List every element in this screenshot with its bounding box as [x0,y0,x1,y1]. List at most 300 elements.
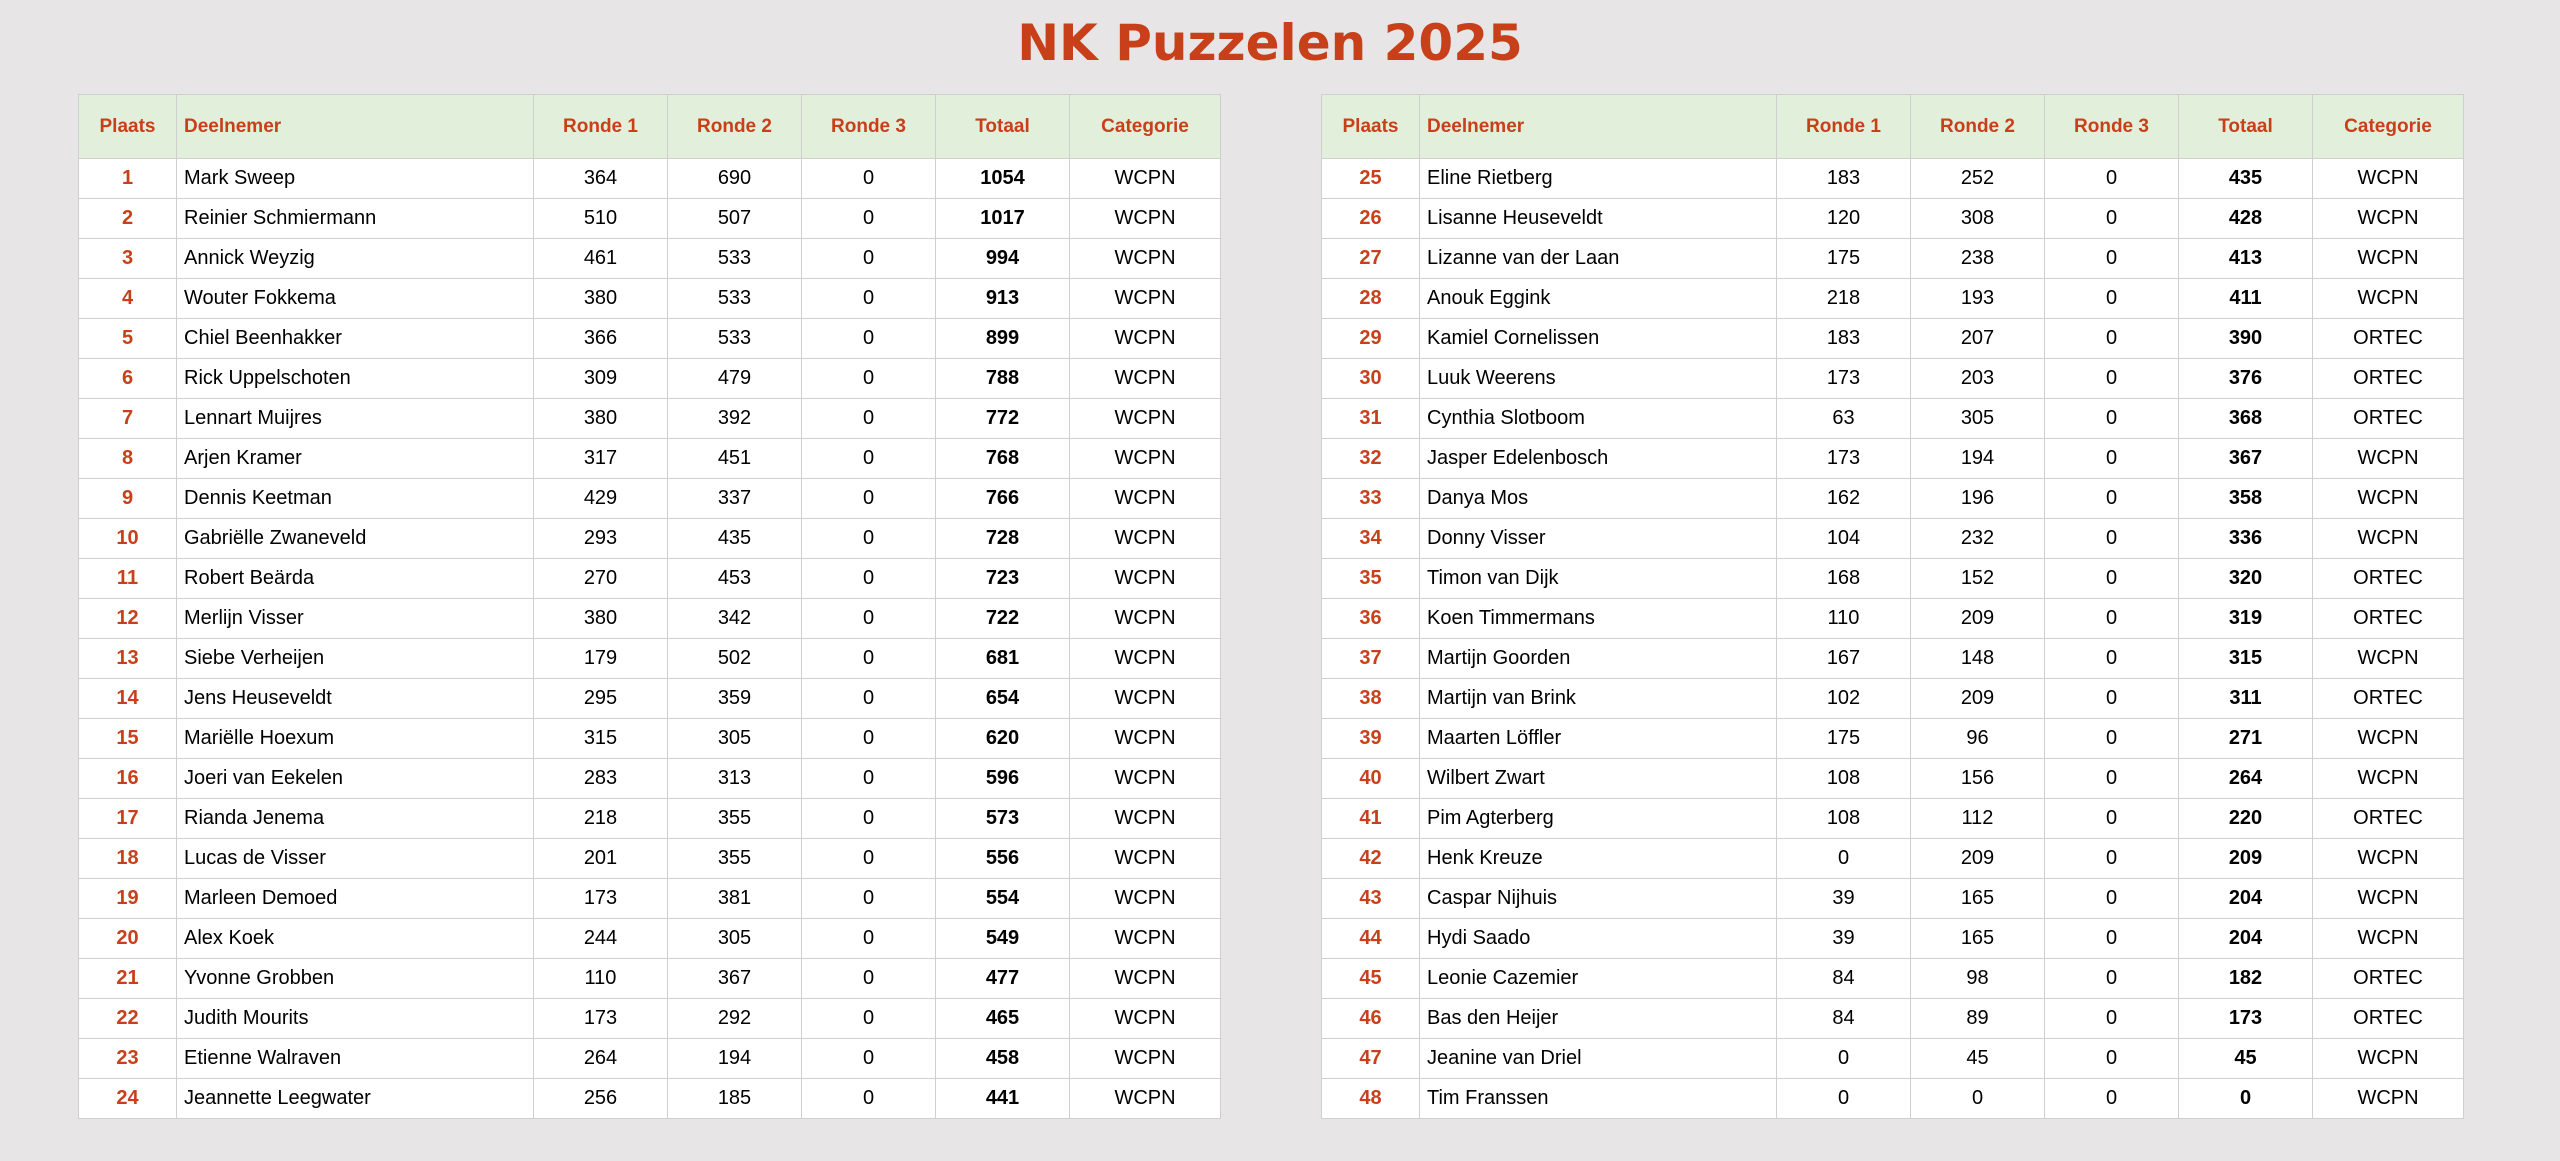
categorie-cell: WCPN [1070,399,1221,439]
plaats-cell: 8 [79,439,177,479]
deelnemer-cell: Mark Sweep [177,159,534,199]
deelnemer-cell: Lisanne Heuseveldt [1420,199,1777,239]
ronde-3-cell: 0 [2045,879,2179,919]
totaal-cell: 0 [2179,1079,2313,1119]
ronde-1-cell: 120 [1777,199,1911,239]
ronde-2-cell: 453 [668,559,802,599]
table-row [1322,879,2464,919]
ronde-3-cell: 0 [802,279,936,319]
categorie-cell: WCPN [1070,679,1221,719]
column-header-ronde-2: Ronde 2 [1911,95,2045,159]
ronde-1-cell: 317 [534,439,668,479]
categorie-cell: WCPN [1070,279,1221,319]
ronde-3-cell: 0 [2045,839,2179,879]
ronde-2-cell: 252 [1911,159,2045,199]
ronde-2-cell: 502 [668,639,802,679]
table-row [79,599,1221,639]
categorie-cell: WCPN [2313,839,2464,879]
table-row [79,399,1221,439]
ronde-1-cell: 173 [534,999,668,1039]
plaats-cell: 3 [79,239,177,279]
categorie-cell: WCPN [1070,959,1221,999]
plaats-cell: 17 [79,799,177,839]
standings-table-left [78,94,1221,1119]
plaats-cell: 26 [1322,199,1420,239]
ronde-3-cell: 0 [802,879,936,919]
deelnemer-cell: Rick Uppelschoten [177,359,534,399]
plaats-cell: 41 [1322,799,1420,839]
table-row [79,319,1221,359]
ronde-3-cell: 0 [802,319,936,359]
totaal-cell: 319 [2179,599,2313,639]
table-row [1322,359,2464,399]
categorie-cell: ORTEC [2313,999,2464,1039]
ronde-1-cell: 0 [1777,1039,1911,1079]
table-row [1322,559,2464,599]
ronde-2-cell: 112 [1911,799,2045,839]
ronde-3-cell: 0 [2045,159,2179,199]
plaats-cell: 4 [79,279,177,319]
ronde-1-cell: 84 [1777,959,1911,999]
plaats-cell: 12 [79,599,177,639]
plaats-cell: 6 [79,359,177,399]
ronde-2-cell: 89 [1911,999,2045,1039]
totaal-cell: 435 [2179,159,2313,199]
ronde-2-cell: 209 [1911,679,2045,719]
table-row [79,559,1221,599]
totaal-cell: 271 [2179,719,2313,759]
table-row [1322,599,2464,639]
ronde-2-cell: 359 [668,679,802,719]
categorie-cell: ORTEC [2313,559,2464,599]
deelnemer-cell: Jeanine van Driel [1420,1039,1777,1079]
ronde-1-cell: 218 [1777,279,1911,319]
categorie-cell: WCPN [1070,479,1221,519]
column-header-plaats: Plaats [79,95,177,159]
plaats-cell: 24 [79,1079,177,1119]
table-row [1322,759,2464,799]
ronde-1-cell: 366 [534,319,668,359]
totaal-cell: 315 [2179,639,2313,679]
deelnemer-cell: Kamiel Cornelissen [1420,319,1777,359]
categorie-cell: ORTEC [2313,319,2464,359]
ronde-3-cell: 0 [802,359,936,399]
categorie-cell: WCPN [2313,439,2464,479]
categorie-cell: WCPN [2313,199,2464,239]
table-row [1322,719,2464,759]
totaal-cell: 264 [2179,759,2313,799]
column-header-plaats: Plaats [1322,95,1420,159]
ronde-1-cell: 108 [1777,759,1911,799]
ronde-3-cell: 0 [802,799,936,839]
totaal-cell: 376 [2179,359,2313,399]
ronde-1-cell: 39 [1777,919,1911,959]
ronde-3-cell: 0 [802,479,936,519]
totaal-cell: 913 [936,279,1070,319]
table-row [1322,839,2464,879]
categorie-cell: WCPN [2313,1079,2464,1119]
plaats-cell: 9 [79,479,177,519]
categorie-cell: ORTEC [2313,959,2464,999]
deelnemer-cell: Annick Weyzig [177,239,534,279]
deelnemer-cell: Joeri van Eekelen [177,759,534,799]
deelnemer-cell: Alex Koek [177,919,534,959]
ronde-1-cell: 168 [1777,559,1911,599]
categorie-cell: ORTEC [2313,359,2464,399]
deelnemer-cell: Jeannette Leegwater [177,1079,534,1119]
ronde-3-cell: 0 [2045,1079,2179,1119]
categorie-cell: WCPN [1070,239,1221,279]
ronde-2-cell: 308 [1911,199,2045,239]
totaal-cell: 554 [936,879,1070,919]
ronde-1-cell: 218 [534,799,668,839]
ronde-1-cell: 380 [534,599,668,639]
plaats-cell: 37 [1322,639,1420,679]
categorie-cell: ORTEC [2313,679,2464,719]
categorie-cell: WCPN [2313,759,2464,799]
plaats-cell: 48 [1322,1079,1420,1119]
ronde-1-cell: 175 [1777,239,1911,279]
deelnemer-cell: Arjen Kramer [177,439,534,479]
page-title: NK Puzzelen 2025 [1017,14,1523,72]
totaal-cell: 788 [936,359,1070,399]
ronde-1-cell: 293 [534,519,668,559]
table-row [79,439,1221,479]
table-row [79,759,1221,799]
table-row [79,639,1221,679]
ronde-2-cell: 203 [1911,359,2045,399]
categorie-cell: WCPN [1070,159,1221,199]
totaal-cell: 722 [936,599,1070,639]
deelnemer-cell: Martijn van Brink [1420,679,1777,719]
table-row [1322,239,2464,279]
ronde-2-cell: 148 [1911,639,2045,679]
ronde-3-cell: 0 [802,599,936,639]
table-row [1322,319,2464,359]
categorie-cell: WCPN [1070,319,1221,359]
ronde-3-cell: 0 [2045,319,2179,359]
deelnemer-cell: Caspar Nijhuis [1420,879,1777,919]
ronde-3-cell: 0 [2045,359,2179,399]
ronde-2-cell: 96 [1911,719,2045,759]
plaats-cell: 15 [79,719,177,759]
ronde-2-cell: 435 [668,519,802,559]
totaal-cell: 390 [2179,319,2313,359]
totaal-cell: 596 [936,759,1070,799]
categorie-cell: ORTEC [2313,599,2464,639]
ronde-3-cell: 0 [802,559,936,599]
plaats-cell: 44 [1322,919,1420,959]
totaal-cell: 458 [936,1039,1070,1079]
ronde-1-cell: 283 [534,759,668,799]
totaal-cell: 441 [936,1079,1070,1119]
column-header-ronde-1: Ronde 1 [1777,95,1911,159]
deelnemer-cell: Merlijn Visser [177,599,534,639]
ronde-2-cell: 305 [668,719,802,759]
totaal-cell: 1017 [936,199,1070,239]
deelnemer-cell: Leonie Cazemier [1420,959,1777,999]
ronde-1-cell: 264 [534,1039,668,1079]
ronde-3-cell: 0 [802,919,936,959]
categorie-cell: WCPN [1070,999,1221,1039]
ronde-1-cell: 510 [534,199,668,239]
totaal-cell: 681 [936,639,1070,679]
table-row [79,719,1221,759]
categorie-cell: ORTEC [2313,399,2464,439]
plaats-cell: 30 [1322,359,1420,399]
deelnemer-cell: Gabriëlle Zwaneveld [177,519,534,559]
ronde-2-cell: 313 [668,759,802,799]
plaats-cell: 7 [79,399,177,439]
ronde-2-cell: 238 [1911,239,2045,279]
plaats-cell: 28 [1322,279,1420,319]
table-row [1322,1039,2464,1079]
table-row [1322,799,2464,839]
categorie-cell: WCPN [1070,359,1221,399]
ronde-2-cell: 0 [1911,1079,2045,1119]
ronde-2-cell: 451 [668,439,802,479]
ronde-3-cell: 0 [802,639,936,679]
deelnemer-cell: Anouk Eggink [1420,279,1777,319]
ronde-1-cell: 39 [1777,879,1911,919]
ronde-2-cell: 232 [1911,519,2045,559]
column-header-ronde-3: Ronde 3 [802,95,936,159]
ronde-3-cell: 0 [2045,199,2179,239]
column-header-categorie: Categorie [1070,95,1221,159]
ronde-3-cell: 0 [802,959,936,999]
table-row [1322,199,2464,239]
plaats-cell: 5 [79,319,177,359]
categorie-cell: WCPN [2313,519,2464,559]
deelnemer-cell: Pim Agterberg [1420,799,1777,839]
ronde-2-cell: 45 [1911,1039,2045,1079]
totaal-cell: 549 [936,919,1070,959]
ronde-3-cell: 0 [2045,399,2179,439]
ronde-2-cell: 355 [668,799,802,839]
deelnemer-cell: Rianda Jenema [177,799,534,839]
totaal-cell: 411 [2179,279,2313,319]
column-header-deelnemer: Deelnemer [1420,95,1777,159]
ronde-2-cell: 533 [668,319,802,359]
table-row [79,799,1221,839]
ronde-3-cell: 0 [802,399,936,439]
ronde-1-cell: 295 [534,679,668,719]
ronde-2-cell: 193 [1911,279,2045,319]
plaats-cell: 20 [79,919,177,959]
categorie-cell: WCPN [1070,879,1221,919]
categorie-cell: WCPN [2313,639,2464,679]
table-row [79,1079,1221,1119]
deelnemer-cell: Marleen Demoed [177,879,534,919]
plaats-cell: 33 [1322,479,1420,519]
ronde-2-cell: 194 [668,1039,802,1079]
categorie-cell: WCPN [1070,439,1221,479]
totaal-cell: 173 [2179,999,2313,1039]
ronde-2-cell: 342 [668,599,802,639]
categorie-cell: WCPN [2313,1039,2464,1079]
ronde-2-cell: 533 [668,239,802,279]
deelnemer-cell: Danya Mos [1420,479,1777,519]
categorie-cell: WCPN [1070,559,1221,599]
column-header-ronde-1: Ronde 1 [534,95,668,159]
table-row [79,359,1221,399]
table-row [79,159,1221,199]
ronde-1-cell: 183 [1777,319,1911,359]
categorie-cell: WCPN [1070,799,1221,839]
plaats-cell: 19 [79,879,177,919]
table-row [79,479,1221,519]
deelnemer-cell: Reinier Schmiermann [177,199,534,239]
ronde-3-cell: 0 [802,759,936,799]
ronde-1-cell: 270 [534,559,668,599]
table-row [79,239,1221,279]
ronde-1-cell: 84 [1777,999,1911,1039]
deelnemer-cell: Henk Kreuze [1420,839,1777,879]
deelnemer-cell: Etienne Walraven [177,1039,534,1079]
ronde-1-cell: 167 [1777,639,1911,679]
ronde-3-cell: 0 [2045,799,2179,839]
ronde-2-cell: 381 [668,879,802,919]
deelnemer-cell: Maarten Löffler [1420,719,1777,759]
table-row [1322,959,2464,999]
ronde-3-cell: 0 [802,159,936,199]
ronde-2-cell: 196 [1911,479,2045,519]
categorie-cell: WCPN [2313,159,2464,199]
ronde-2-cell: 152 [1911,559,2045,599]
plaats-cell: 27 [1322,239,1420,279]
plaats-cell: 34 [1322,519,1420,559]
table-row [1322,479,2464,519]
totaal-cell: 477 [936,959,1070,999]
totaal-cell: 209 [2179,839,2313,879]
ronde-1-cell: 173 [534,879,668,919]
ronde-3-cell: 0 [802,1079,936,1119]
ronde-2-cell: 507 [668,199,802,239]
totaal-cell: 465 [936,999,1070,1039]
table-row [1322,439,2464,479]
deelnemer-cell: Lennart Muijres [177,399,534,439]
ronde-1-cell: 0 [1777,1079,1911,1119]
plaats-cell: 10 [79,519,177,559]
categorie-cell: WCPN [2313,919,2464,959]
categorie-cell: WCPN [1070,199,1221,239]
deelnemer-cell: Cynthia Slotboom [1420,399,1777,439]
deelnemer-cell: Luuk Weerens [1420,359,1777,399]
totaal-cell: 654 [936,679,1070,719]
plaats-cell: 25 [1322,159,1420,199]
totaal-cell: 766 [936,479,1070,519]
plaats-cell: 16 [79,759,177,799]
ronde-3-cell: 0 [2045,759,2179,799]
ronde-3-cell: 0 [2045,559,2179,599]
categorie-cell: WCPN [1070,519,1221,559]
categorie-cell: WCPN [1070,759,1221,799]
plaats-cell: 21 [79,959,177,999]
table-row [1322,279,2464,319]
ronde-2-cell: 392 [668,399,802,439]
totaal-cell: 220 [2179,799,2313,839]
ronde-1-cell: 173 [1777,439,1911,479]
table-row [79,1039,1221,1079]
ronde-2-cell: 156 [1911,759,2045,799]
categorie-cell: WCPN [2313,239,2464,279]
ronde-2-cell: 690 [668,159,802,199]
table-row [1322,519,2464,559]
ronde-3-cell: 0 [2045,919,2179,959]
deelnemer-cell: Siebe Verheijen [177,639,534,679]
table-row [79,679,1221,719]
ronde-1-cell: 102 [1777,679,1911,719]
totaal-cell: 899 [936,319,1070,359]
ronde-2-cell: 533 [668,279,802,319]
plaats-cell: 23 [79,1039,177,1079]
deelnemer-cell: Jens Heuseveldt [177,679,534,719]
ronde-1-cell: 179 [534,639,668,679]
table-row [79,879,1221,919]
totaal-cell: 358 [2179,479,2313,519]
deelnemer-cell: Bas den Heijer [1420,999,1777,1039]
table-row [79,519,1221,559]
categorie-cell: ORTEC [2313,799,2464,839]
deelnemer-cell: Robert Beärda [177,559,534,599]
ronde-3-cell: 0 [2045,719,2179,759]
deelnemer-cell: Hydi Saado [1420,919,1777,959]
column-header-ronde-3: Ronde 3 [2045,95,2179,159]
totaal-cell: 994 [936,239,1070,279]
table-row [1322,1079,2464,1119]
ronde-2-cell: 185 [668,1079,802,1119]
ronde-3-cell: 0 [2045,479,2179,519]
ronde-3-cell: 0 [802,839,936,879]
totaal-cell: 336 [2179,519,2313,559]
ronde-3-cell: 0 [802,999,936,1039]
categorie-cell: WCPN [1070,1039,1221,1079]
plaats-cell: 31 [1322,399,1420,439]
totaal-cell: 556 [936,839,1070,879]
totaal-cell: 1054 [936,159,1070,199]
categorie-cell: WCPN [2313,719,2464,759]
ronde-2-cell: 194 [1911,439,2045,479]
ronde-1-cell: 380 [534,399,668,439]
categorie-cell: WCPN [2313,279,2464,319]
table-row [79,199,1221,239]
plaats-cell: 29 [1322,319,1420,359]
deelnemer-cell: Koen Timmermans [1420,599,1777,639]
ronde-1-cell: 429 [534,479,668,519]
plaats-cell: 46 [1322,999,1420,1039]
plaats-cell: 14 [79,679,177,719]
ronde-3-cell: 0 [2045,279,2179,319]
table-row [79,919,1221,959]
plaats-cell: 13 [79,639,177,679]
ronde-2-cell: 292 [668,999,802,1039]
totaal-cell: 204 [2179,879,2313,919]
plaats-cell: 38 [1322,679,1420,719]
categorie-cell: WCPN [1070,919,1221,959]
deelnemer-cell: Jasper Edelenbosch [1420,439,1777,479]
totaal-cell: 428 [2179,199,2313,239]
totaal-cell: 728 [936,519,1070,559]
plaats-cell: 39 [1322,719,1420,759]
plaats-cell: 2 [79,199,177,239]
categorie-cell: WCPN [1070,599,1221,639]
categorie-cell: WCPN [2313,879,2464,919]
deelnemer-cell: Tim Franssen [1420,1079,1777,1119]
plaats-cell: 35 [1322,559,1420,599]
totaal-cell: 182 [2179,959,2313,999]
ronde-2-cell: 479 [668,359,802,399]
categorie-cell: WCPN [1070,1079,1221,1119]
